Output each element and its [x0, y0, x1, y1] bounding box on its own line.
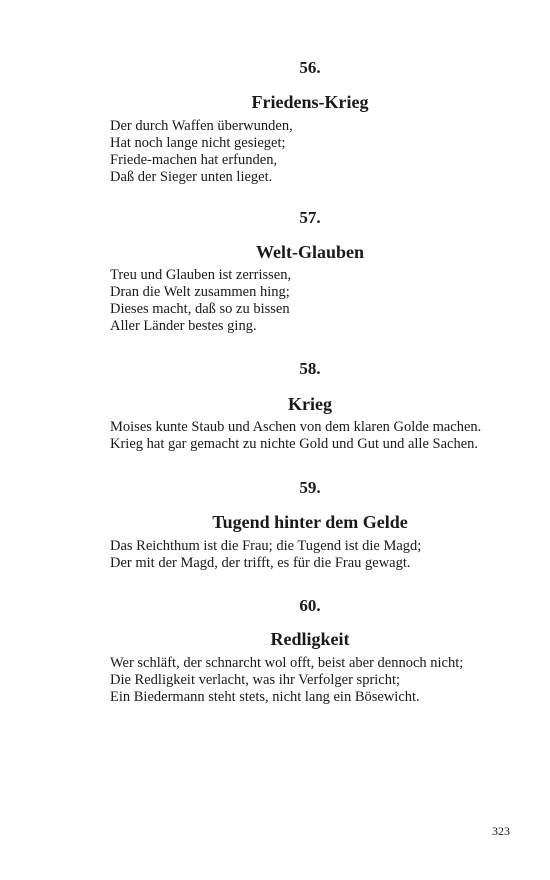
poem-line: Die Redligkeit verlacht, was ihr Verfolger spricht;: [110, 672, 401, 688]
poem-number: 59.: [299, 478, 321, 497]
poem-number: 56.: [299, 58, 321, 77]
poem-body: [110, 419, 530, 453]
poem-line: Der durch Waffen überwunden,: [110, 118, 293, 134]
poem-number: 58.: [299, 359, 321, 378]
poem-title: Welt-Glauben: [255, 242, 364, 262]
poem-line: Krieg hat gar gemacht zu nichte Gold und Gut und alle Sachen.: [110, 436, 479, 452]
poem-line: Treu und Glauben ist zerrissen,: [110, 267, 292, 283]
poem-body: [110, 267, 530, 335]
poem-line: Hat noch lange nicht gesieget;: [110, 135, 286, 151]
poem-line: Aller Länder bestes ging.: [110, 318, 257, 334]
poem-body: [110, 118, 530, 186]
poem-line: Das Reichthum ist die Frau; die Tugend ist die Magd;: [110, 538, 422, 554]
poem-line: Dieses macht, daß so zu bissen: [110, 301, 290, 317]
poem-title: Tugend hinter dem Gelde: [212, 512, 408, 532]
poem-line: Daß der Sieger unten lieget.: [110, 169, 273, 185]
poem-body: [110, 538, 530, 572]
poem-title: Redligkeit: [270, 629, 350, 649]
poem-title: Friedens-Krieg: [251, 92, 369, 112]
poem-line: Ein Biedermann steht stets, nicht lang ein Bösewicht.: [110, 689, 420, 705]
poem-line: Moises kunte Staub und Aschen von dem klaren Golde machen.: [110, 419, 482, 435]
poem-line: Dran die Welt zusammen hing;: [110, 284, 290, 300]
poem-number: 57.: [299, 208, 321, 227]
poem-body: [110, 655, 530, 706]
poem-line: Friede-machen hat erfunden,: [110, 152, 278, 168]
poem-line: Der mit der Magd, der trifft, es für die Frau gewagt.: [110, 555, 411, 571]
poem-line: Wer schläft, der schnarcht wol offt, beist aber dennoch nicht;: [110, 655, 464, 671]
poem-number: 60.: [299, 596, 321, 615]
page-number: 323: [492, 824, 510, 838]
poem-title: Krieg: [288, 394, 332, 414]
